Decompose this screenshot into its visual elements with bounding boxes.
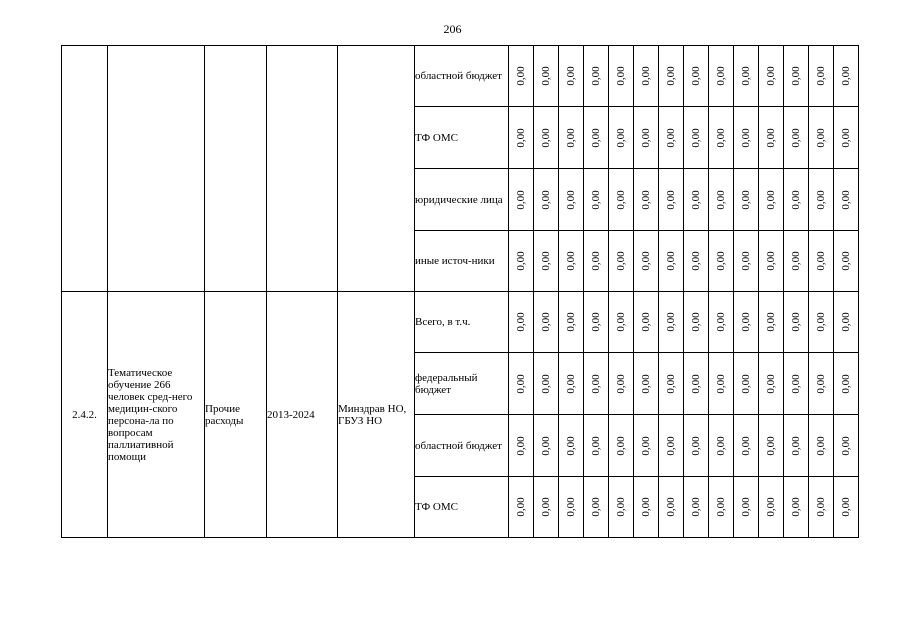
cell-value — [534, 169, 559, 231]
cell-value — [534, 107, 559, 169]
cell-value — [559, 107, 584, 169]
cell-value-text: 0,00 — [740, 373, 752, 394]
cell-value-text: 0,00 — [515, 127, 527, 148]
cell-value-text: 0,00 — [565, 127, 577, 148]
cell-value — [784, 415, 809, 477]
cell-source: областной бюджет — [415, 46, 509, 107]
cell-value-text: 0,00 — [765, 497, 777, 517]
cell-value — [684, 169, 709, 231]
cell-value-text: 0,00 — [640, 312, 652, 332]
cell-value-text: 0,00 — [640, 497, 652, 517]
cell-value-text: 0,00 — [815, 189, 827, 210]
cell-source: Всего, в т.ч. — [415, 292, 509, 353]
cell-value-text: 0,00 — [790, 66, 802, 86]
cell-value-text: 0,00 — [840, 435, 852, 456]
cell-value — [634, 107, 659, 169]
cell-value — [659, 46, 684, 107]
cell-value-text: 0,00 — [665, 251, 677, 271]
cell-value — [559, 231, 584, 292]
cell-value-text: 0,00 — [765, 312, 777, 332]
cell-value-text: 0,00 — [590, 497, 602, 517]
cell-value — [809, 477, 834, 538]
cell-period: 2013-2024 — [267, 292, 338, 538]
cell-value — [784, 292, 809, 353]
cell-value — [584, 415, 609, 477]
cell-value-text: 0,00 — [840, 66, 852, 86]
cell-value-text: 0,00 — [815, 373, 827, 394]
cell-value-text: 0,00 — [540, 189, 552, 210]
cell-value-text: 0,00 — [590, 251, 602, 271]
cell-value — [709, 353, 734, 415]
cell-code: 2.4.2. — [62, 292, 108, 538]
cell-value-text: 0,00 — [715, 127, 727, 148]
cell-value — [834, 46, 859, 107]
cell-value-text: 0,00 — [815, 312, 827, 332]
cell-value — [709, 231, 734, 292]
cell-value-text: 0,00 — [690, 189, 702, 210]
cell-source: иные источ-ники — [415, 231, 509, 292]
cell-value — [634, 292, 659, 353]
cell-code — [62, 46, 108, 292]
cell-value — [634, 231, 659, 292]
cell-value — [609, 292, 634, 353]
cell-value — [759, 231, 784, 292]
cell-value-text: 0,00 — [790, 497, 802, 517]
cell-value-text: 0,00 — [665, 435, 677, 456]
cell-value-text: 0,00 — [565, 497, 577, 517]
cell-value-text: 0,00 — [515, 66, 527, 86]
cell-value — [584, 231, 609, 292]
cell-description: Тематическое обучение 266 человек сред-него медицин-ского персона-ла по вопросам паллиативной помощи — [108, 292, 205, 538]
cell-value-text: 0,00 — [740, 497, 752, 517]
cell-value-text: 0,00 — [540, 66, 552, 86]
cell-value — [609, 107, 634, 169]
cell-value-text: 0,00 — [765, 251, 777, 271]
cell-value — [684, 477, 709, 538]
cell-value-text: 0,00 — [565, 312, 577, 332]
cell-value — [834, 477, 859, 538]
cell-value — [559, 46, 584, 107]
table-row — [62, 292, 859, 353]
cell-value — [759, 169, 784, 231]
cell-value-text: 0,00 — [615, 435, 627, 456]
cell-value — [759, 46, 784, 107]
cell-value-text: 0,00 — [615, 189, 627, 210]
cell-value — [734, 231, 759, 292]
cell-value — [759, 477, 784, 538]
cell-value — [809, 169, 834, 231]
cell-value-text: 0,00 — [765, 189, 777, 210]
cell-value-text: 0,00 — [690, 435, 702, 456]
table-body — [62, 46, 859, 538]
cell-value-text: 0,00 — [790, 189, 802, 210]
cell-value — [809, 353, 834, 415]
cell-value — [834, 415, 859, 477]
cell-value — [659, 107, 684, 169]
cell-period — [267, 46, 338, 292]
cell-value — [509, 169, 534, 231]
cell-value — [609, 477, 634, 538]
cell-value-text: 0,00 — [590, 373, 602, 394]
cell-value — [534, 231, 559, 292]
cell-value-text: 0,00 — [740, 435, 752, 456]
cell-value-text: 0,00 — [640, 66, 652, 86]
cell-value — [609, 46, 634, 107]
cell-value — [559, 477, 584, 538]
cell-expense-type: Прочие расходы — [205, 292, 267, 538]
cell-value — [709, 107, 734, 169]
cell-value — [684, 292, 709, 353]
cell-value — [709, 46, 734, 107]
cell-value — [834, 292, 859, 353]
cell-value-text: 0,00 — [540, 312, 552, 332]
cell-value-text: 0,00 — [615, 251, 627, 271]
cell-description — [108, 46, 205, 292]
cell-value — [784, 169, 809, 231]
cell-value-text: 0,00 — [840, 189, 852, 210]
cell-value — [684, 46, 709, 107]
cell-value — [759, 107, 784, 169]
cell-value-text: 0,00 — [590, 312, 602, 332]
cell-value — [834, 353, 859, 415]
cell-value — [709, 477, 734, 538]
cell-value-text: 0,00 — [590, 127, 602, 148]
cell-value-text: 0,00 — [540, 251, 552, 271]
cell-value-text: 0,00 — [540, 497, 552, 517]
cell-value — [534, 353, 559, 415]
cell-value — [584, 477, 609, 538]
cell-value-text: 0,00 — [740, 127, 752, 148]
cell-value — [509, 415, 534, 477]
cell-value-text: 0,00 — [690, 251, 702, 271]
cell-value-text: 0,00 — [690, 373, 702, 394]
cell-value — [584, 169, 609, 231]
cell-value-text: 0,00 — [815, 497, 827, 517]
cell-value — [609, 231, 634, 292]
cell-value-text: 0,00 — [590, 435, 602, 456]
cell-value-text: 0,00 — [715, 66, 727, 86]
cell-value-text: 0,00 — [515, 189, 527, 210]
cell-value-text: 0,00 — [565, 251, 577, 271]
cell-value-text: 0,00 — [715, 373, 727, 394]
cell-value — [709, 415, 734, 477]
cell-value-text: 0,00 — [690, 312, 702, 332]
cell-value — [784, 231, 809, 292]
cell-value-text: 0,00 — [515, 373, 527, 394]
cell-source: областной бюджет — [415, 415, 509, 477]
cell-value-text: 0,00 — [640, 251, 652, 271]
cell-executor: Минздрав НО, ГБУЗ НО — [338, 292, 415, 538]
cell-source: федеральный бюджет — [415, 353, 509, 415]
cell-value-text: 0,00 — [665, 189, 677, 210]
cell-value-text: 0,00 — [665, 312, 677, 332]
cell-value-text: 0,00 — [740, 66, 752, 86]
cell-value-text: 0,00 — [840, 497, 852, 517]
cell-value-text: 0,00 — [565, 189, 577, 210]
cell-executor — [338, 46, 415, 292]
cell-value-text: 0,00 — [665, 127, 677, 148]
cell-value-text: 0,00 — [590, 66, 602, 86]
cell-value-text: 0,00 — [640, 127, 652, 148]
cell-value-text: 0,00 — [640, 435, 652, 456]
page-number: 206 — [443, 22, 462, 36]
cell-value-text: 0,00 — [515, 312, 527, 332]
cell-value — [609, 169, 634, 231]
cell-value — [559, 169, 584, 231]
cell-value — [784, 107, 809, 169]
cell-value — [509, 107, 534, 169]
cell-value — [684, 231, 709, 292]
cell-value-text: 0,00 — [515, 251, 527, 271]
cell-value-text: 0,00 — [590, 189, 602, 210]
cell-value-text: 0,00 — [540, 435, 552, 456]
cell-value-text: 0,00 — [615, 127, 627, 148]
cell-value-text: 0,00 — [790, 251, 802, 271]
cell-value — [759, 415, 784, 477]
cell-value — [734, 169, 759, 231]
cell-value — [634, 353, 659, 415]
cell-value-text: 0,00 — [765, 435, 777, 456]
cell-value — [584, 46, 609, 107]
cell-value-text: 0,00 — [740, 251, 752, 271]
cell-value-text: 0,00 — [665, 66, 677, 86]
cell-value-text: 0,00 — [815, 435, 827, 456]
cell-value-text: 0,00 — [690, 66, 702, 86]
cell-value-text: 0,00 — [565, 435, 577, 456]
cell-value — [784, 353, 809, 415]
cell-value-text: 0,00 — [690, 127, 702, 148]
cell-value — [734, 107, 759, 169]
cell-value — [809, 107, 834, 169]
cell-value-text: 0,00 — [790, 127, 802, 148]
cell-value — [534, 46, 559, 107]
cell-value — [559, 415, 584, 477]
cell-value-text: 0,00 — [715, 312, 727, 332]
cell-value — [659, 169, 684, 231]
cell-value-text: 0,00 — [715, 251, 727, 271]
cell-value-text: 0,00 — [665, 373, 677, 394]
cell-value — [509, 231, 534, 292]
cell-value-text: 0,00 — [690, 497, 702, 517]
cell-value-text: 0,00 — [565, 373, 577, 394]
cell-value-text: 0,00 — [765, 66, 777, 86]
cell-value — [609, 353, 634, 415]
cell-value — [834, 107, 859, 169]
cell-source: ТФ ОМС — [415, 477, 509, 538]
cell-value-text: 0,00 — [515, 435, 527, 456]
cell-value-text: 0,00 — [640, 373, 652, 394]
cell-value — [584, 353, 609, 415]
cell-value — [709, 292, 734, 353]
cell-value — [734, 415, 759, 477]
cell-value — [634, 477, 659, 538]
cell-value-text: 0,00 — [740, 189, 752, 210]
cell-value — [634, 169, 659, 231]
cell-value — [809, 231, 834, 292]
cell-value — [509, 353, 534, 415]
cell-value-text: 0,00 — [615, 312, 627, 332]
cell-value — [809, 292, 834, 353]
cell-value — [584, 292, 609, 353]
cell-value — [634, 46, 659, 107]
cell-value — [834, 231, 859, 292]
cell-source: ТФ ОМС — [415, 107, 509, 169]
cell-value — [809, 415, 834, 477]
cell-value — [759, 292, 784, 353]
cell-value-text: 0,00 — [815, 251, 827, 271]
cell-value-text: 0,00 — [740, 312, 752, 332]
cell-value — [534, 477, 559, 538]
cell-value-text: 0,00 — [790, 312, 802, 332]
cell-value-text: 0,00 — [815, 127, 827, 148]
cell-value — [784, 477, 809, 538]
cell-value-text: 0,00 — [815, 66, 827, 86]
cell-value-text: 0,00 — [665, 497, 677, 517]
cell-value-text: 0,00 — [565, 66, 577, 86]
cell-value — [834, 169, 859, 231]
cell-value-text: 0,00 — [515, 497, 527, 517]
cell-value — [684, 415, 709, 477]
cell-value — [659, 353, 684, 415]
cell-value — [784, 46, 809, 107]
budget-table — [61, 45, 859, 538]
cell-value-text: 0,00 — [790, 435, 802, 456]
cell-value — [684, 353, 709, 415]
cell-value-text: 0,00 — [615, 373, 627, 394]
cell-value-text: 0,00 — [840, 373, 852, 394]
cell-value-text: 0,00 — [840, 251, 852, 271]
cell-value-text: 0,00 — [715, 435, 727, 456]
cell-value-text: 0,00 — [790, 373, 802, 394]
cell-value — [734, 353, 759, 415]
cell-value — [534, 292, 559, 353]
cell-value-text: 0,00 — [840, 312, 852, 332]
cell-value-text: 0,00 — [715, 497, 727, 517]
cell-value — [534, 415, 559, 477]
table-row — [62, 46, 859, 107]
cell-value — [559, 292, 584, 353]
cell-value — [759, 353, 784, 415]
cell-value — [709, 169, 734, 231]
cell-value — [684, 107, 709, 169]
cell-value — [559, 353, 584, 415]
cell-value-text: 0,00 — [840, 127, 852, 148]
cell-value — [659, 415, 684, 477]
cell-value — [659, 292, 684, 353]
cell-value-text: 0,00 — [540, 373, 552, 394]
cell-value-text: 0,00 — [765, 127, 777, 148]
cell-value — [509, 292, 534, 353]
cell-value — [659, 477, 684, 538]
cell-value — [509, 477, 534, 538]
cell-value — [734, 477, 759, 538]
cell-value-text: 0,00 — [615, 66, 627, 86]
cell-value — [809, 46, 834, 107]
cell-value-text: 0,00 — [615, 497, 627, 517]
cell-expense-type — [205, 46, 267, 292]
cell-value — [509, 46, 534, 107]
cell-value — [659, 231, 684, 292]
cell-value — [734, 292, 759, 353]
cell-source: юридические лица — [415, 169, 509, 231]
cell-value-text: 0,00 — [640, 189, 652, 210]
cell-value — [734, 46, 759, 107]
cell-value-text: 0,00 — [540, 127, 552, 148]
cell-value-text: 0,00 — [715, 189, 727, 210]
cell-value — [609, 415, 634, 477]
cell-value — [634, 415, 659, 477]
cell-value-text: 0,00 — [765, 373, 777, 394]
cell-value — [584, 107, 609, 169]
